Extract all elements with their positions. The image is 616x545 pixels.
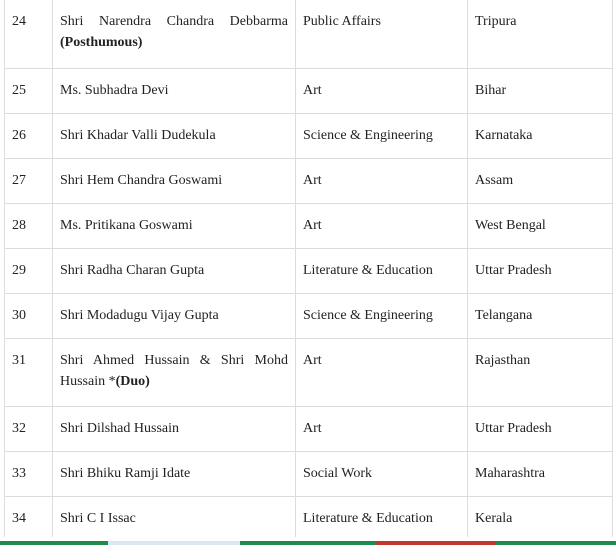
serial-number-cell: 24 (5, 0, 53, 68)
field-cell: Science & Engineering (296, 293, 468, 338)
field-cell: Art (296, 406, 468, 451)
state-cell: Karnataka (468, 113, 613, 158)
state-cell: Maharashtra (468, 451, 613, 496)
field-cell: Public Affairs (296, 0, 468, 68)
table-row (5, 406, 613, 451)
awardee-name-cell: Shri Bhiku Ramji Idate (53, 451, 296, 496)
state-cell: Uttar Pradesh (468, 406, 613, 451)
table-row (5, 293, 613, 338)
awardee-name: Shri Ahmed Hussain & Shri Mohd Hussain * (60, 352, 288, 389)
serial-number-cell: 28 (5, 203, 53, 248)
awardee-name-cell: Shri Dilshad Hussain (53, 406, 296, 451)
awardee-name-cell: Shri Radha Charan Gupta (53, 248, 296, 293)
serial-number-cell: 33 (5, 451, 53, 496)
table-row (5, 203, 613, 248)
duo-label: (Duo) (115, 373, 150, 389)
strip-segment (0, 541, 108, 545)
state-cell: Telangana (468, 293, 613, 338)
awardee-name-cell: Ms. Pritikana Goswami (53, 203, 296, 248)
serial-number-cell: 26 (5, 113, 53, 158)
field-cell: Science & Engineering (296, 113, 468, 158)
strip-segment (108, 541, 240, 545)
awards-table (4, 0, 613, 537)
state-cell: Kerala (468, 496, 613, 537)
awardee-name-cell (53, 338, 296, 406)
table-row (5, 68, 613, 113)
state-cell: West Bengal (468, 203, 613, 248)
field-cell: Literature & Education (296, 496, 468, 537)
state-cell: Tripura (468, 0, 613, 68)
awardee-name-cell: Ms. Subhadra Devi (53, 68, 296, 113)
table-row (5, 496, 613, 537)
serial-number-cell: 32 (5, 406, 53, 451)
field-cell: Social Work (296, 451, 468, 496)
state-cell: Bihar (468, 68, 613, 113)
state-cell: Uttar Pradesh (468, 248, 613, 293)
awardee-name-cell (53, 0, 296, 68)
table-row (5, 0, 613, 68)
field-cell: Art (296, 203, 468, 248)
field-cell: Art (296, 158, 468, 203)
table-row (5, 338, 613, 406)
state-cell: Rajasthan (468, 338, 613, 406)
awardee-name-cell: Shri Khadar Valli Dudekula (53, 113, 296, 158)
serial-number-cell: 34 (5, 496, 53, 537)
serial-number-cell: 29 (5, 248, 53, 293)
table-row (5, 248, 613, 293)
serial-number-cell: 30 (5, 293, 53, 338)
table-row (5, 158, 613, 203)
serial-number-cell: 27 (5, 158, 53, 203)
field-cell: Literature & Education (296, 248, 468, 293)
table-row (5, 451, 613, 496)
posthumous-label: (Posthumous) (60, 35, 143, 50)
awardee-name-cell: Shri C I Issac (53, 496, 296, 537)
awardee-name-cell: Shri Hem Chandra Goswami (53, 158, 296, 203)
strip-segment (496, 541, 616, 545)
serial-number-cell: 31 (5, 338, 53, 406)
serial-number-cell: 25 (5, 68, 53, 113)
state-cell: Assam (468, 158, 613, 203)
field-cell: Art (296, 68, 468, 113)
awardee-name-cell: Shri Modadugu Vijay Gupta (53, 293, 296, 338)
field-cell: Art (296, 338, 468, 406)
awardee-name: Shri Narendra Chandra Debbarma (60, 14, 288, 29)
table-row (5, 113, 613, 158)
bottom-color-strip (0, 541, 616, 545)
strip-segment (376, 541, 496, 545)
strip-segment (240, 541, 376, 545)
